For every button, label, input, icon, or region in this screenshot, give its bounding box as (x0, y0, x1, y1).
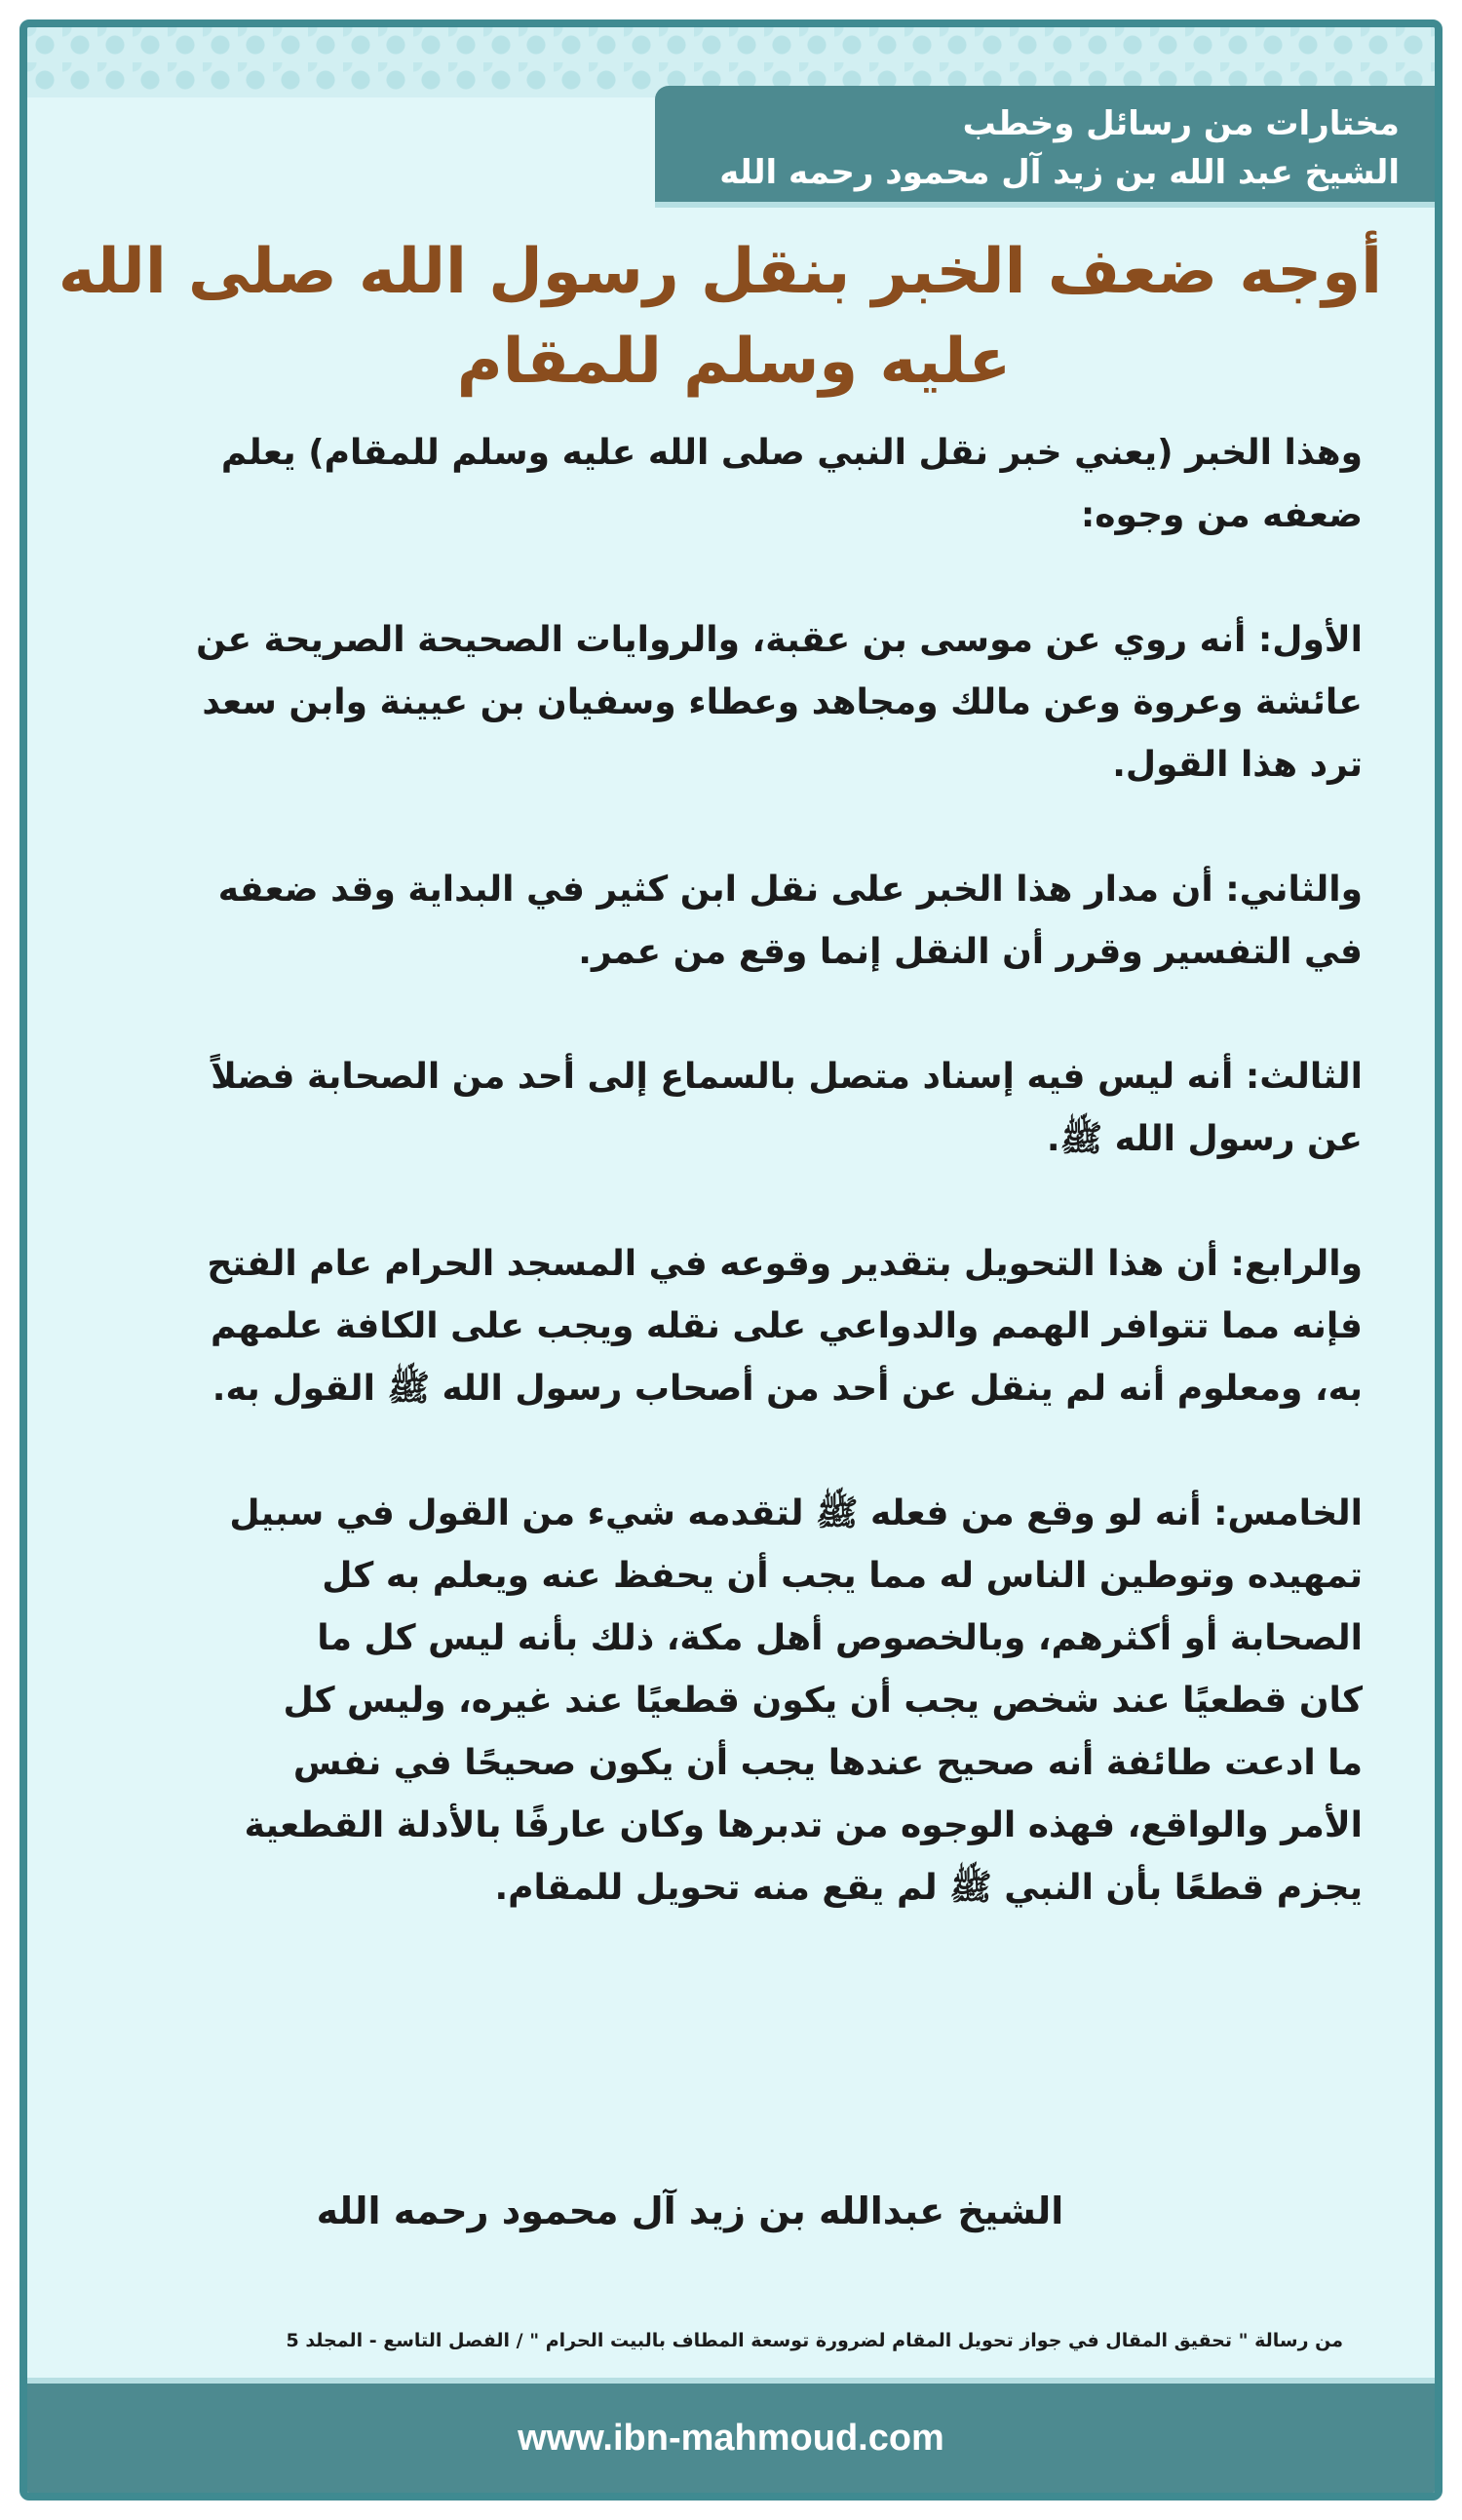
author-name: الشيخ عبد الله بن زيد آل محمود رحمه الله (719, 153, 1400, 192)
text-line: والرابع: أن هذا التحويل بتقدير وقوعه في المسجد الحرام عام الفتح (207, 1244, 1363, 1284)
source-citation: من رسالة " تحقيق المقال في جواز تحويل المقام لضرورة توسعة المطاف بالبيت الحرام " / الفصل التاسع - المجلد 5 (286, 2330, 1343, 2351)
text-line: الثالث: أنه ليس فيه إسناد متصل بالسماع إلى أحد من الصحابة فضلاً (211, 1057, 1363, 1097)
text-line: وهذا الخبر (يعني خبر نقل النبي صلى الله عليه وسلم للمقام) يعلم (220, 433, 1363, 473)
text-line: فإنه مما تتوافر الهمم والدواعي على نقله ويجب على الكافة علمهم (210, 1306, 1363, 1346)
paragraph-first (144, 609, 1363, 796)
text-line: الأمر والواقع، فهذه الوجوه من تدبرها وكان عارفًا بالأدلة القطعية (244, 1805, 1363, 1845)
text-line: الأول: أنه روي عن موسى بن عقبة، والروايات الصحيحة الصريحة عن (196, 620, 1363, 660)
text-line: تمهيده وتوطين الناس له مما يجب أن يحفظ عنه ويعلم به كل (322, 1556, 1363, 1596)
paragraph-second (144, 859, 1363, 984)
page-frame (19, 19, 1443, 2501)
text-line: كان قطعيًا عند شخص يجب أن يكون قطعيًا عند غيره، وليس كل (283, 1681, 1363, 1721)
text-line: الخامس: أنه لو وقع من فعله ﷺ لتقدمه شيء من القول في سبيل (229, 1493, 1363, 1533)
paragraph-fourth (144, 1233, 1363, 1420)
article-title-line: أوجه ضعف الخبر بنقل رسول الله صلى الله (58, 236, 1382, 308)
text-line: ما ادعت طائفة أنه صحيح عندها يجب أن يكون صحيحًا في نفس (292, 1743, 1363, 1783)
text-line: به، ومعلوم أنه لم ينقل عن أحد من أصحاب رسول الله ﷺ القول به. (212, 1369, 1363, 1409)
text-line: ترد هذا القول. (1112, 745, 1363, 785)
article-title (58, 227, 1382, 407)
text-line: في التفسير وقرر أن النقل إنما وقع من عمر. (578, 932, 1363, 972)
series-title: مختارات من رسائل وخطب (962, 104, 1400, 143)
signature: الشيخ عبدالله بن زيد آل محمود رحمه الله (316, 2190, 1064, 2232)
footer-banner (27, 2378, 1435, 2493)
paragraph-third (144, 1046, 1363, 1171)
header-banner (655, 86, 1435, 208)
article-body (144, 422, 1363, 1982)
text-line: عن رسول الله ﷺ. (1046, 1119, 1363, 1159)
text-line: الصحابة أو أكثرهم، وبالخصوص أهل مكة، ذلك بأنه ليس كل ما (317, 1618, 1363, 1658)
paragraph-intro (144, 422, 1363, 547)
article-title-line: عليه وسلم للمقام (456, 326, 1012, 398)
paragraph-fifth (144, 1483, 1363, 1919)
text-line: عائشة وعروة وعن مالك ومجاهد وعطاء وسفيان بن عيينة وابن سعد (202, 682, 1363, 722)
website-link[interactable]: www.ibn-mahmoud.com (518, 2417, 944, 2459)
text-line: ضعفه من وجوه: (1080, 495, 1363, 535)
text-line: يجزم قطعًا بأن النبي ﷺ لم يقع منه تحويل للمقام. (494, 1868, 1363, 1908)
text-line: والثاني: أن مدار هذا الخبر على نقل ابن كثير في البداية وقد ضعفه (217, 870, 1363, 910)
